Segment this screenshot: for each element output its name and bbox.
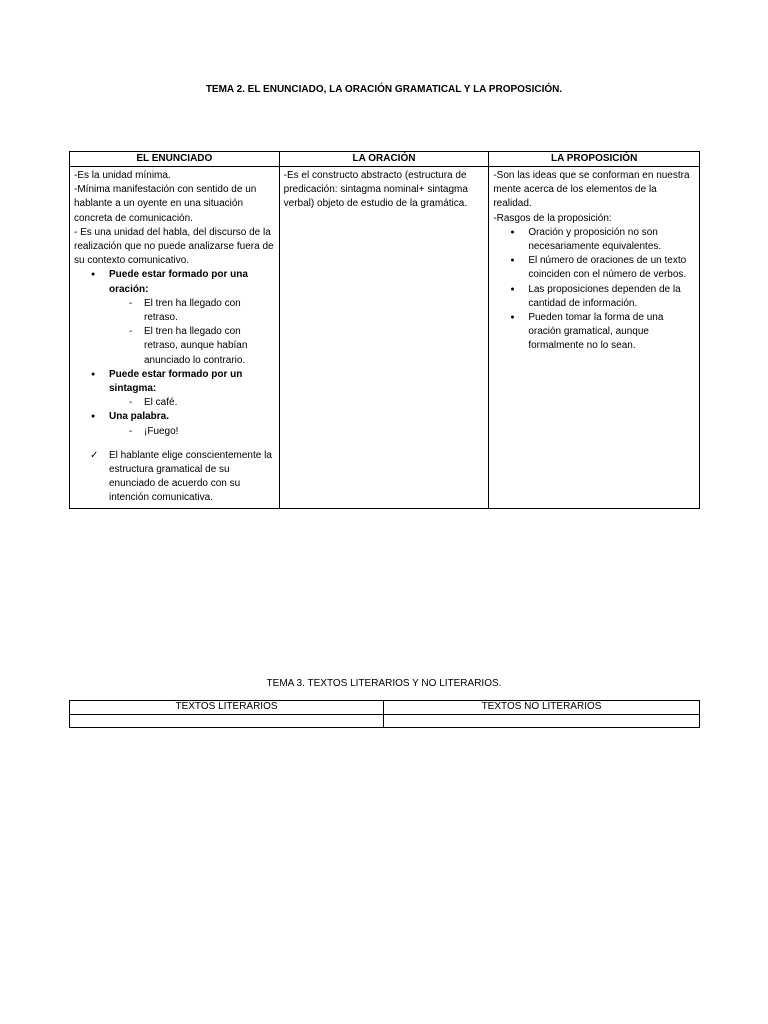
tema2-title: TEMA 2. EL ENUNCIADO, LA ORACIÓN GRAMATICAL Y LA PROPOSICIÓN. [205,84,563,95]
header-oracion: LA ORACIÓN [279,152,489,167]
enunciado-forms-list [74,410,276,424]
tema3-header-row [70,701,700,715]
list-item [74,268,276,296]
cell-literarios [70,715,384,728]
list-item: - El café. [74,396,276,410]
form-label: Puede estar formado por un sintagma: [109,368,243,395]
tema2-header-row [70,152,700,167]
tema3-table [69,700,700,728]
header-proposicion: LA PROPOSICIÓN [489,152,700,167]
tema2-content-row [70,167,700,509]
note-item: ✓ El hablante elige conscientemente la estructura gramatical de su enunciado de acuerdo con su intención comunicativa. [74,449,276,506]
enunciado-line: -Mínima manifestación con sentido de un hablante a un oyente en una situación concreta de comunicación. [74,184,257,224]
rasgos-list [493,226,696,354]
enunciado-forms-list [74,368,276,396]
examples-list [74,425,276,439]
list-item: - El tren ha llegado con retraso, aunque habían anunciado lo contrario. [74,325,276,368]
list-item: - El tren ha llegado con retraso. [74,297,276,325]
form-label: Una palabra. [109,411,170,423]
proposicion-line: -Rasgos de la proposición: [493,212,612,224]
cell-enunciado [70,167,280,509]
header-enunciado: EL ENUNCIADO [70,152,280,167]
proposicion-line: -Son las ideas que se conforman en nuestra mente acerca de los elementos de la realidad. [493,170,690,210]
list-item: ● Las proposiciones dependen de la cantidad de información. [493,283,696,311]
enunciado-line: -Es la unidad mínima. [74,170,171,181]
cell-proposicion [489,167,700,509]
list-item: ● El número de oraciones de un texto coinciden con el número de verbos. [493,254,696,282]
list-item: - ¡Fuego! [74,425,276,439]
list-item: ● Pueden tomar la forma de una oración gramatical, aunque formalmente no lo sean. [493,311,696,354]
tema3-title: TEMA 3. TEXTOS LITERARIOS Y NO LITERARIOS. [266,678,502,689]
enunciado-line: - Es una unidad del habla, del discurso de la realización que no puede analizarse fuera de su contexto comunicativo. [74,226,274,267]
list-item [74,368,276,396]
cell-oracion [279,167,489,509]
examples-list [74,396,276,410]
header-literarios: TEXTOS LITERARIOS [70,701,384,715]
form-label: Puede estar formado por una oración: [109,269,248,295]
list-item [74,410,276,424]
examples-list [74,297,276,368]
note-list [74,449,276,506]
enunciado-forms-list [74,268,276,296]
header-no-literarios: TEXTOS NO LITERARIOS [384,701,700,715]
list-item: ● Oración y proposición no son necesariamente equivalentes. [493,226,696,254]
tema2-table [69,151,700,509]
oracion-text: -Es el constructo abstracto (estructura de predicación: sintagma nominal+ sintagma verbal) objeto de estudio de la gramática. [283,170,468,210]
cell-no-literarios [384,715,700,728]
tema3-empty-row [70,715,700,728]
